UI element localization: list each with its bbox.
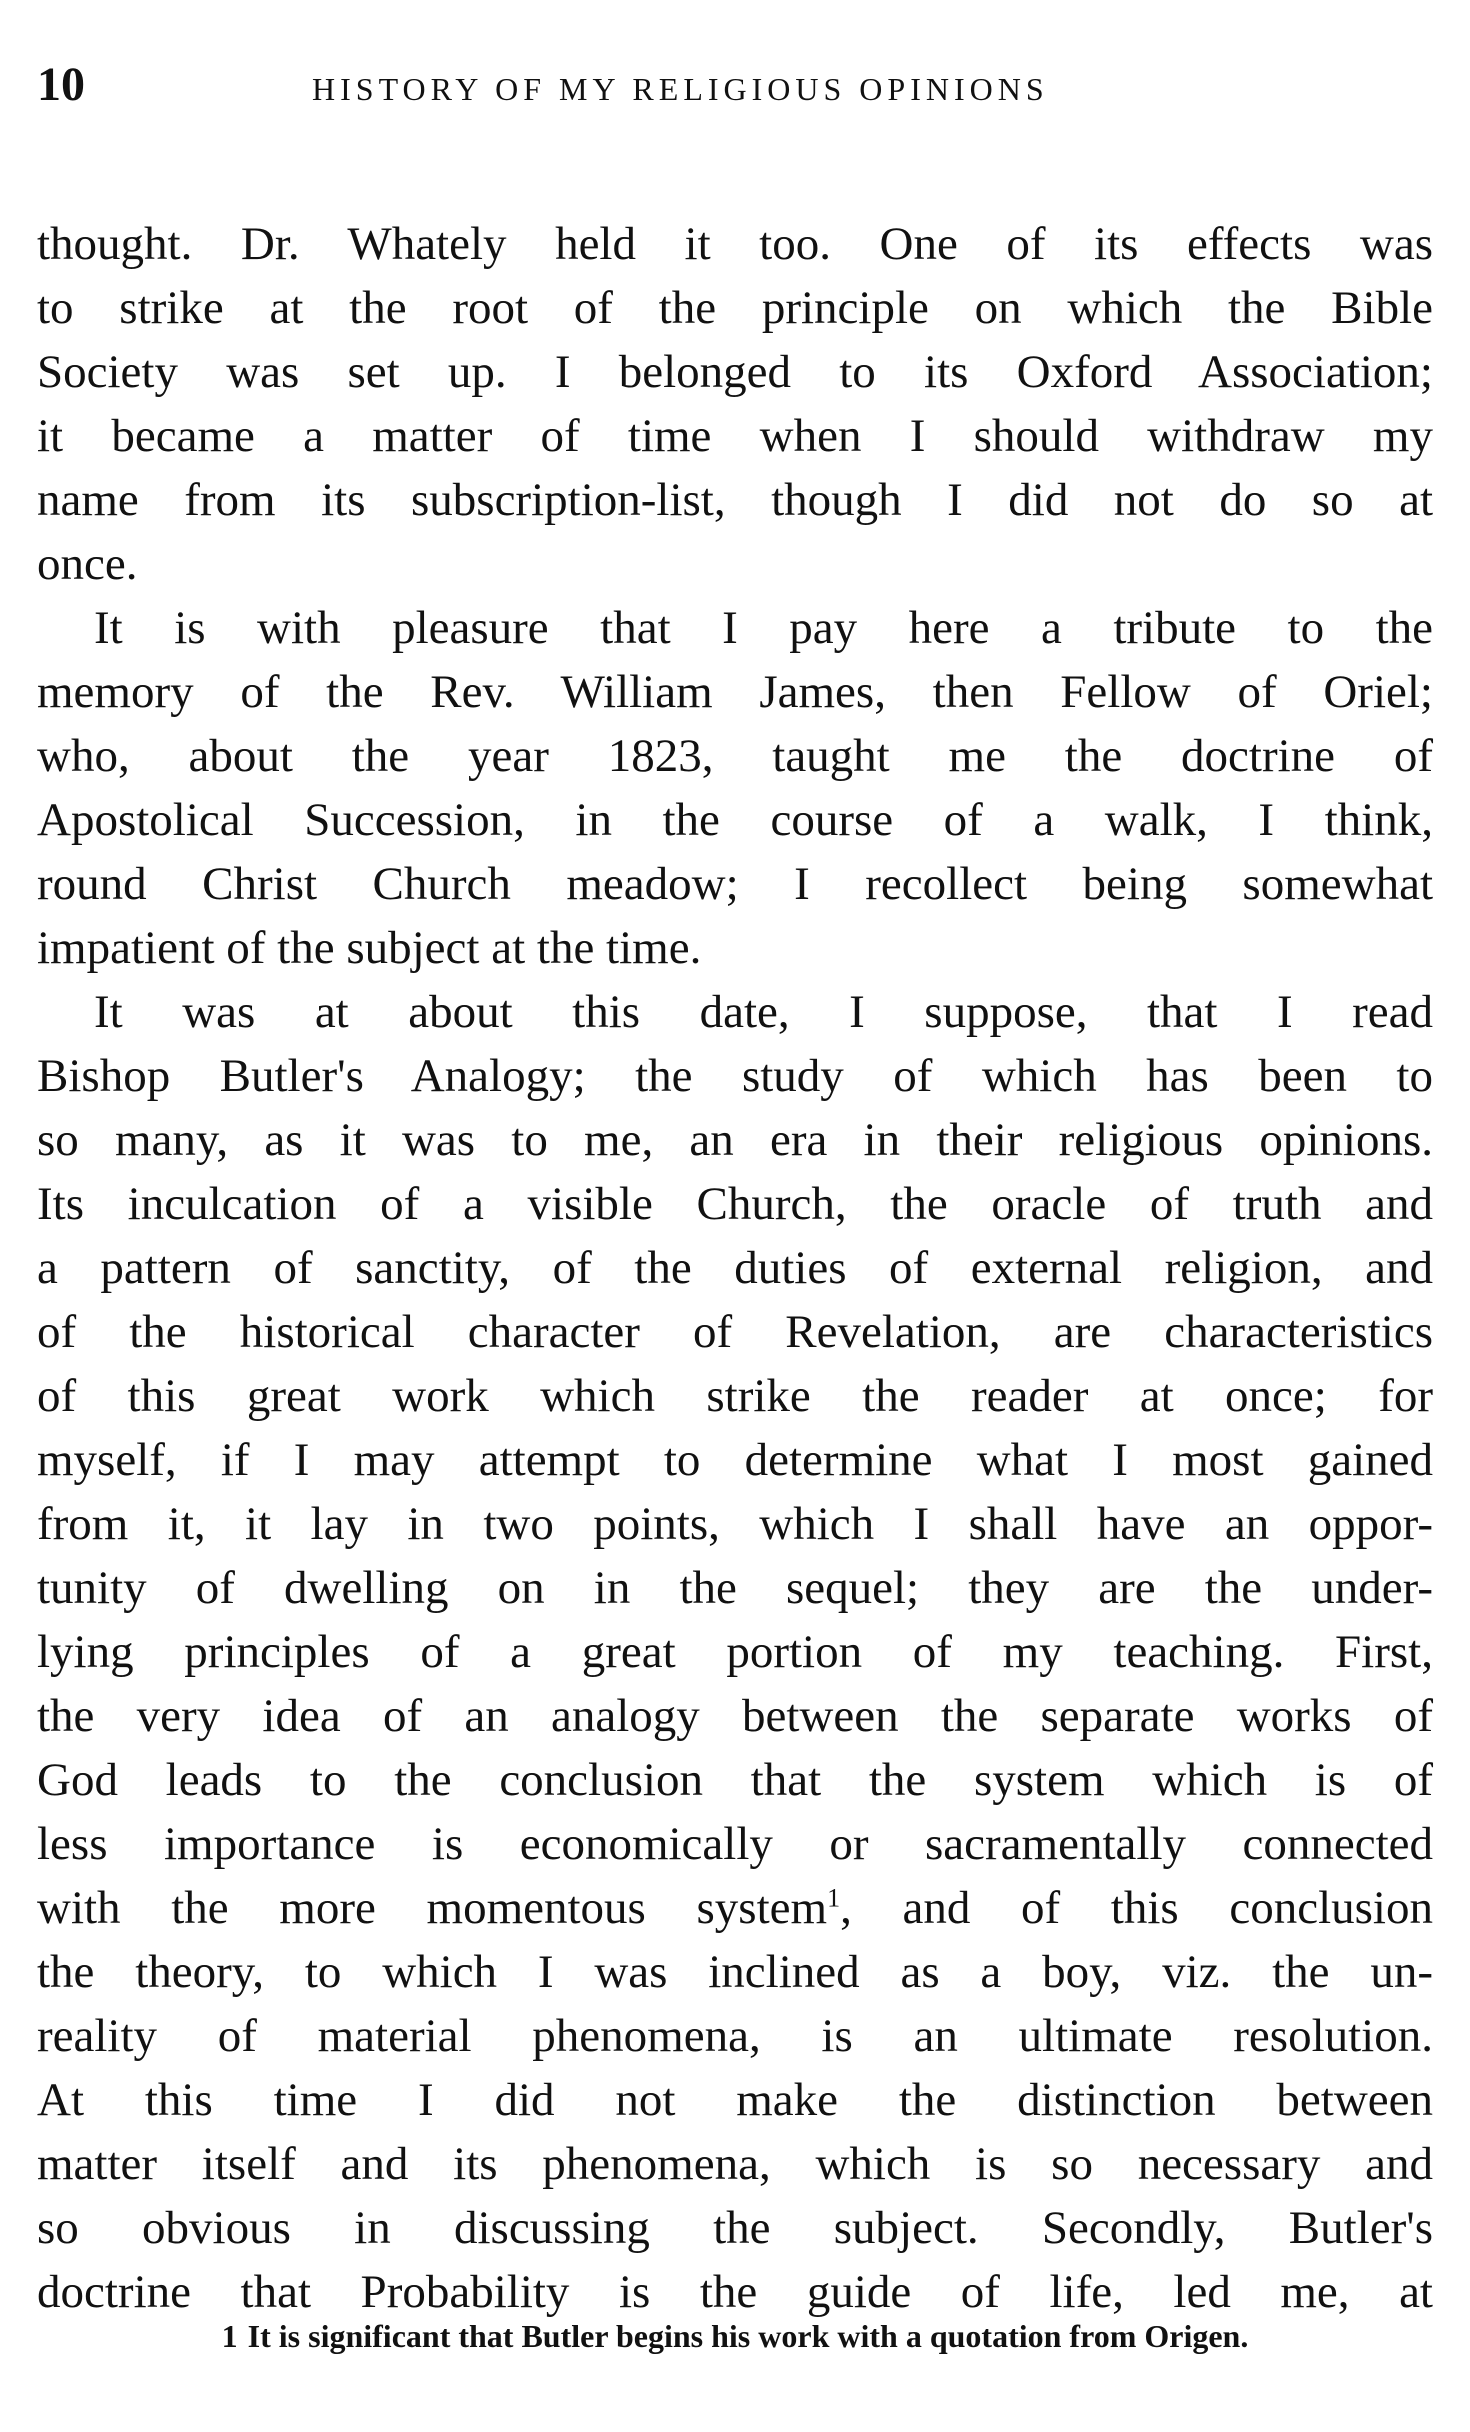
text-line: round Christ Church meadow; I recollect being somewhat bbox=[37, 858, 1433, 910]
text-line: a pattern of sanctity, of the duties of external religion, and bbox=[37, 1242, 1433, 1294]
text-line: the theory, to which I was inclined as a boy, viz. the un- bbox=[37, 1946, 1433, 1998]
running-head bbox=[37, 50, 1433, 120]
text-line: At this time I did not make the distinction between bbox=[37, 2074, 1433, 2126]
text-line: matter itself and its phenomena, which is so necessary and bbox=[37, 2138, 1433, 2190]
text-line: the very idea of an analogy between the separate works of bbox=[37, 1690, 1433, 1742]
text-line: It is with pleasure that I pay here a tribute to the bbox=[94, 602, 1433, 654]
text-line: who, about the year 1823, taught me the doctrine of bbox=[37, 730, 1433, 782]
text-line: myself, if I may attempt to determine what I most gained bbox=[37, 1434, 1433, 1486]
text-line: of this great work which strike the reader at once; for bbox=[37, 1370, 1433, 1422]
text-line-with-footnote-ref bbox=[37, 1876, 1433, 1940]
running-title: HISTORY OF MY RELIGIOUS OPINIONS bbox=[312, 71, 1049, 107]
text-line: memory of the Rev. William James, then Fellow of Oriel; bbox=[37, 666, 1433, 718]
text-line: once. bbox=[37, 538, 138, 590]
text-line: to strike at the root of the principle on which the Bible bbox=[37, 282, 1433, 334]
text-line: thought. Dr. Whately held it too. One of its effects was bbox=[37, 218, 1433, 270]
text-line: impatient of the subject at the time. bbox=[37, 922, 702, 974]
body-text bbox=[37, 212, 1433, 2324]
text-line: God leads to the conclusion that the system which is of bbox=[37, 1754, 1433, 1806]
book-page bbox=[37, 50, 1433, 2390]
text-line: reality of material phenomena, is an ultimate resolution. bbox=[37, 2010, 1433, 2062]
text-segment: , and of this conclusion bbox=[840, 1882, 1433, 1934]
footnote-mark: 1 bbox=[221, 2318, 238, 2354]
text-line: Bishop Butler's Analogy; the study of which has been to bbox=[37, 1050, 1433, 1102]
text-line: from it, it lay in two points, which I shall have an oppor- bbox=[37, 1498, 1433, 1550]
footnote bbox=[37, 2318, 1433, 2355]
text-line: tunity of dwelling on in the sequel; they are the under- bbox=[37, 1562, 1433, 1614]
page-number: 10 bbox=[37, 58, 85, 111]
text-line: Apostolical Succession, in the course of a walk, I think, bbox=[37, 794, 1433, 846]
text-line: doctrine that Probability is the guide of life, led me, at bbox=[37, 2266, 1433, 2318]
text-line: so obvious in discussing the subject. Secondly, Butler's bbox=[37, 2202, 1433, 2254]
text-line: so many, as it was to me, an era in their religious opinions. bbox=[37, 1114, 1433, 1166]
text-line: of the historical character of Revelation, are characteristics bbox=[37, 1306, 1433, 1358]
footnote-reference: 1 bbox=[827, 1883, 841, 1913]
text-line: Society was set up. I belonged to its Oxford Association; bbox=[37, 346, 1433, 398]
text-line: name from its subscription-list, though I did not do so at bbox=[37, 474, 1433, 526]
text-segment: with the more momentous system bbox=[37, 1882, 828, 1934]
text-line: lying principles of a great portion of my teaching. First, bbox=[37, 1626, 1433, 1678]
text-line: Its inculcation of a visible Church, the oracle of truth and bbox=[37, 1178, 1433, 1230]
footnote-text: It is significant that Butler begins his work with a quotation from Origen. bbox=[247, 2318, 1249, 2354]
text-line: it became a matter of time when I should withdraw my bbox=[37, 410, 1433, 462]
text-line: less importance is economically or sacramentally connected bbox=[37, 1818, 1433, 1870]
text-line: It was at about this date, I suppose, that I read bbox=[94, 986, 1433, 1038]
